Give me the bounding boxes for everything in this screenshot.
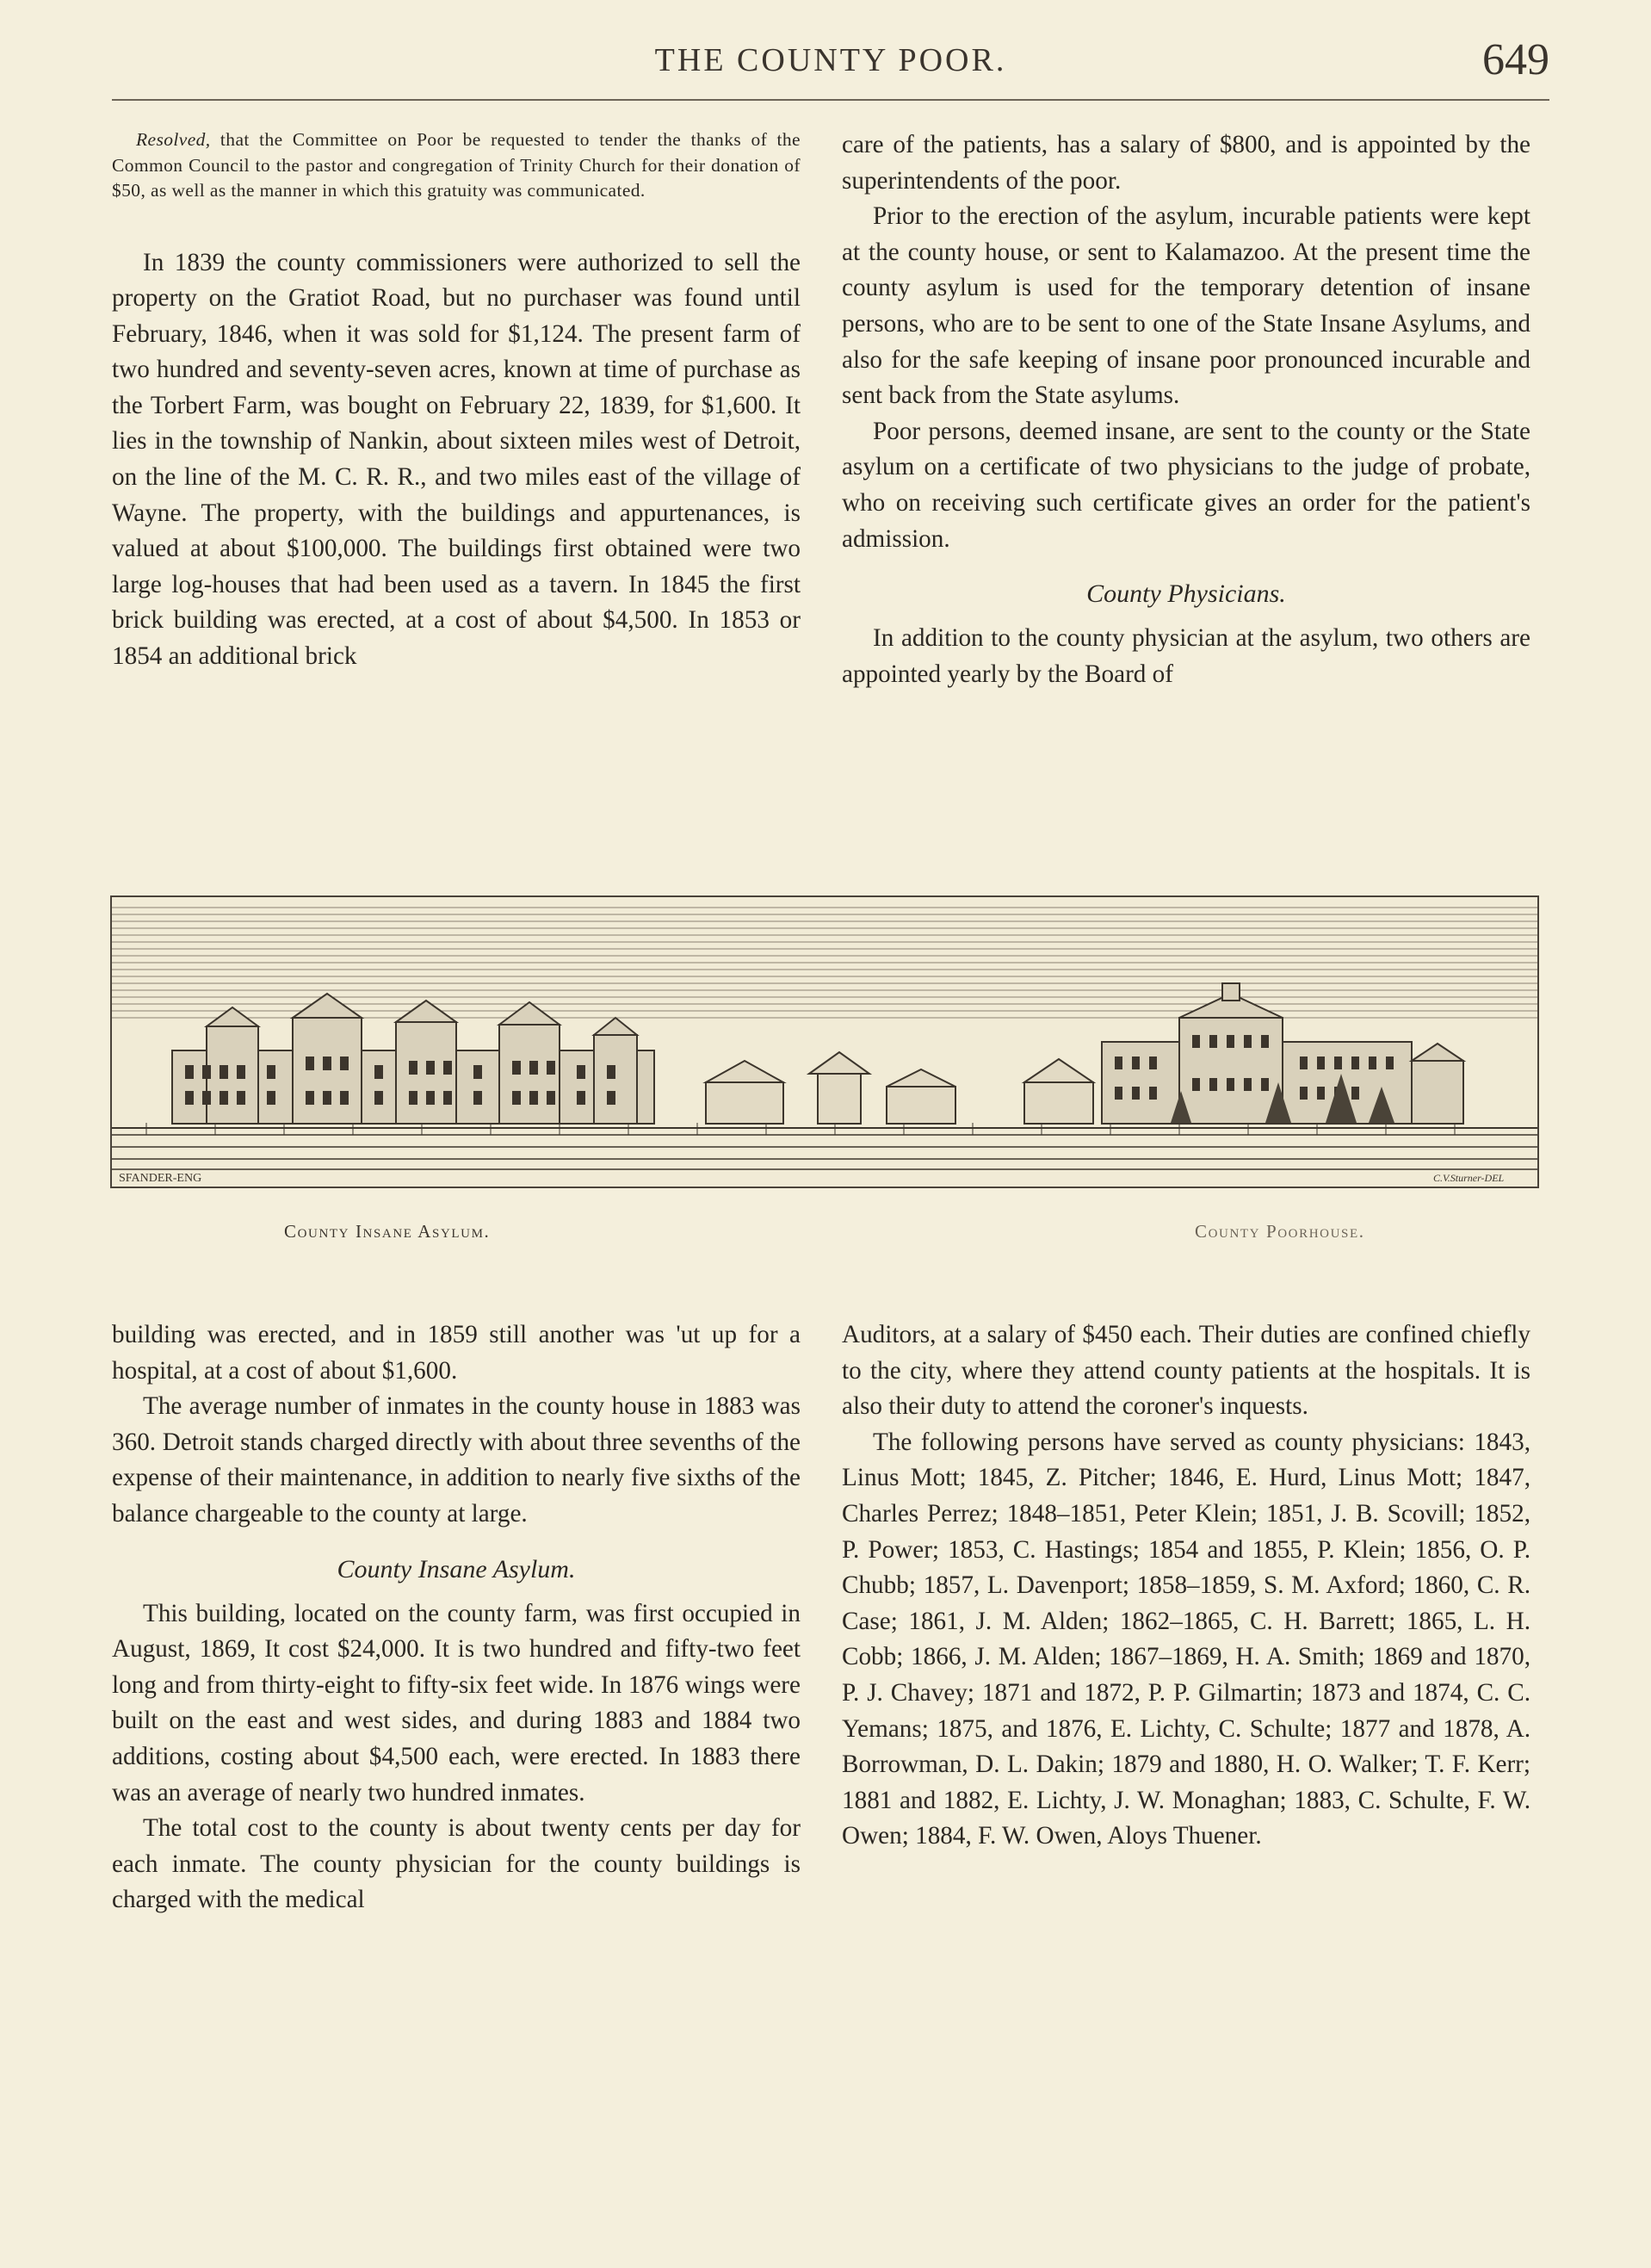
paragraph: This building, located on the county farm, was first occupied in August, 1869, It cost $24,000. It is two hundred and fifty-two feet long and from thirty-eight to fifty-six feet wide. In 1876 wings were built on the east and west sides, and during 1883 and 1884 two additions, costing about $4,500 each, were erected. In 1883 there was an average of nearly two hundred inmates. (112, 1599, 801, 1806)
resolution-note (112, 127, 801, 204)
engraver-signature-right: C.V.Sturner-DEL (1433, 1172, 1505, 1184)
engraver-signature-left: SFANDER-ENG (119, 1172, 202, 1185)
physicians-list-paragraph: The following persons have served as county physicians: 1843, Linus Mott; 1845, Z. Pitcher; 1846, E. Hurd, Linus Mott; 1847, Charles Perrez; 1848–1851, Peter Klein; 1851, J. B. Scovill; 1852, P. Power; 1853, C. Hastings; 1854 and 1855, P. Klein; 1856, O. P. Chubb; 1857, L. Davenport; 1858–1859, S. M. Axford; 1860, C. R. Case; 1861, J. M. Alden; 1862–1865, C. H. Barrett; 1865, L. H. Cobb; 1866, J. M. Alden; 1867–1869, H. A. Smith; 1869 and 1870, P. J. Chavey; 1871 and 1872, P. P. Gilmartin; 1873 and 1874, C. C. Yemans; 1875, and 1876, E. Lichty, C. Schulte; 1877 and 1878, A. Borrowman, D. L. Dakin; 1879 and 1880, H. O. Walker; T. F. Kerr; 1881 and 1882, E. Lichty, J. W. Monaghan; 1883, C. Schulte, F. W. Owen; 1884, F. W. Owen, Aloys Thuener. (842, 1428, 1530, 1850)
running-title: THE COUNTY POOR. (654, 42, 1007, 78)
caption-poorhouse: County Poorhouse. (1195, 1221, 1365, 1242)
engraving-plate (110, 895, 1539, 1188)
left-column-top (112, 127, 801, 675)
paragraph: The average number of inmates in the county house in 1883 was 360. Detroit stands charged directly with about three sevenths of the expense of their maintenance, in addition to nearly five sixths of the balance chargeable to the county at large. (112, 1392, 801, 1527)
left-column-bottom (112, 1317, 801, 1918)
paragraph: care of the patients, has a salary of $800, and is appointed by the superintendents of the poor. (842, 131, 1530, 195)
paragraph: Prior to the erection of the asylum, incurable patients were kept at the county house, or sent to Kalamazoo. At the present time the county asylum is used for the temporary detention of insane persons, who are to be sent to one of the State Insane Asylums, and also for the safe keeping of insane poor pronounced incurable and sent back from the State asylums. (842, 202, 1530, 410)
paragraph: Poor persons, deemed insane, are sent to the county or the State asylum on a certificate of two physicians to the judge of probate, who on receiving such certificate gives an order for the patient's admission. (842, 417, 1530, 553)
section-heading: County Insane Asylum. (337, 1554, 576, 1583)
right-column-top (842, 127, 1530, 692)
section-heading: County Physicians. (1086, 579, 1286, 609)
running-header (112, 34, 1549, 101)
paragraph: In 1839 the county commissioners were authorized to sell the property on the Gratiot Road, but no purchaser was found until February, 1846, when it was sold for $1,124. The present farm of two hundred and seventy-seven acres, known at time of purchase as the Torbert Farm, was bought on February 22, 1839, for $1,600. It lies in the township of Nankin, about sixteen miles west of Detroit, on the line of the M. C. R. R., and two miles east of the village of Wayne. The property, with the buildings and appurtenances, is valued at about $100,000. The buildings first obtained were two large log-houses that had been used as a tavern. In 1845 the first brick building was erected, at a cost of about $4,500. In 1853 or 1854 an additional brick (112, 248, 801, 671)
caption-insane-asylum: County Insane Asylum. (284, 1221, 491, 1242)
resolution-text: that the Committee on Poor be requested to tender the thanks of the Common Council to the pastor and congregation of Trinity Church for their donation of $50, as well as the manner in which this gratuity was communicated. (112, 129, 801, 201)
resolved-lead: Resolved, (136, 129, 211, 150)
paragraph: Auditors, at a salary of $450 each. Their duties are confined chiefly to the city, where they attend county patients at the hospitals. It is also their duty to attend the coroner's inquests. (842, 1321, 1530, 1421)
paragraph: The total cost to the county is about twenty cents per day for each inmate. The county physician for the county buildings is charged with the medical (112, 1814, 801, 1914)
paragraph: building was erected, and in 1859 still another was 'ut up for a hospital, at a cost of about $1,600. (112, 1321, 801, 1385)
page-number: 649 (1482, 35, 1549, 84)
right-column-bottom (842, 1317, 1530, 1855)
asylum-poorhouse-engraving (112, 897, 1537, 1187)
paragraph: In addition to the county physician at the asylum, two others are appointed yearly by the Board of (842, 624, 1530, 688)
